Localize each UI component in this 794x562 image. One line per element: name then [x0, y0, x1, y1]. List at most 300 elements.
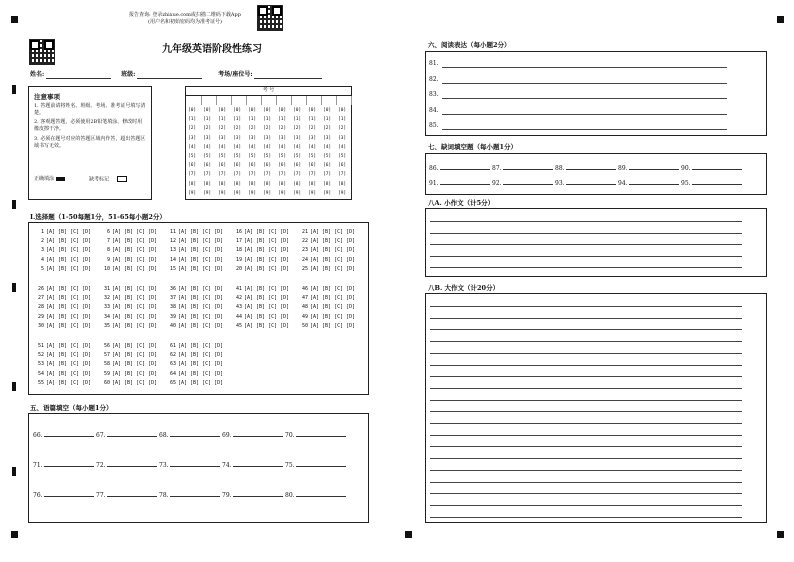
exam-number-bubble[interactable]: [9]	[338, 190, 347, 196]
choice-row[interactable]	[167, 266, 223, 272]
exam-number-bubble[interactable]: [4]	[308, 144, 317, 150]
blank-item[interactable]	[96, 430, 157, 439]
exam-number-bubble[interactable]: [2]	[203, 126, 212, 132]
writing-line[interactable]	[430, 376, 742, 377]
choice-row[interactable]	[167, 229, 223, 235]
writing-line[interactable]	[430, 318, 742, 319]
answer-options[interactable]: [A] [B] [C] [D]	[112, 286, 158, 292]
exam-number-bubble[interactable]: [4]	[218, 144, 227, 150]
exam-number-bubble[interactable]: [7]	[278, 172, 287, 178]
exam-number-bubble[interactable]: [3]	[338, 135, 347, 141]
answer-line[interactable]	[442, 98, 727, 99]
answer-options[interactable]: [A] [B] [C] [D]	[178, 304, 224, 311]
choice-row[interactable]	[35, 257, 91, 263]
choice-row[interactable]	[233, 295, 289, 301]
answer-options[interactable]: [A] [B] [C] [D]	[310, 265, 356, 272]
writing-line[interactable]	[430, 221, 742, 222]
exam-number-bubble[interactable]: [1]	[308, 117, 317, 123]
choice-row[interactable]	[167, 247, 223, 253]
exam-number-bubble[interactable]: [4]	[263, 144, 272, 150]
choice-row[interactable]	[167, 361, 223, 367]
choice-row[interactable]	[167, 380, 223, 386]
blank-line[interactable]	[692, 178, 742, 185]
exam-number-bubble[interactable]: [0]	[278, 108, 287, 113]
exam-number-bubble[interactable]: [2]	[308, 126, 317, 132]
answer-line[interactable]	[442, 67, 727, 68]
answer-options[interactable]: [A] [B] [C] [D]	[178, 361, 224, 368]
exam-number-bubble[interactable]: [6]	[293, 163, 302, 169]
writing-line[interactable]	[430, 341, 742, 342]
exam-number-bubble[interactable]: [4]	[293, 144, 302, 150]
exam-number-write-cell[interactable]	[188, 96, 202, 105]
exam-number-bubble[interactable]: [9]	[263, 190, 272, 196]
exam-number-bubble[interactable]: [4]	[188, 144, 197, 150]
exam-number-bubble[interactable]: [6]	[323, 163, 332, 169]
blank-item[interactable]	[555, 178, 616, 187]
blank-item[interactable]	[222, 460, 283, 469]
exam-number-bubble[interactable]: [3]	[248, 135, 257, 141]
answer-options[interactable]: [A] [B] [C] [D]	[310, 256, 356, 263]
exam-number-write-cell[interactable]	[338, 96, 352, 105]
blank-line[interactable]	[170, 490, 220, 497]
choice-row[interactable]	[233, 247, 289, 253]
answer-options[interactable]: [A] [B] [C] [D]	[310, 304, 356, 311]
exam-number-bubble[interactable]: [8]	[233, 181, 242, 187]
blank-item[interactable]	[285, 460, 346, 469]
choice-row[interactable]	[101, 323, 157, 329]
answer-options[interactable]: [A] [B] [C] [D]	[244, 256, 290, 263]
exam-number-bubble[interactable]: [1]	[263, 117, 272, 123]
exam-number-bubble[interactable]: [0]	[338, 108, 347, 113]
exam-number-bubble[interactable]: [7]	[293, 172, 302, 178]
choice-row[interactable]	[101, 314, 157, 320]
answer-options[interactable]: [A] [B] [C] [D]	[112, 379, 158, 386]
exam-number-bubble[interactable]: [5]	[233, 154, 242, 159]
answer-options[interactable]: [A] [B] [C] [D]	[244, 238, 290, 245]
exam-number-bubble[interactable]: [8]	[293, 181, 302, 187]
choice-row[interactable]	[299, 286, 355, 292]
choice-row[interactable]	[35, 380, 91, 386]
exam-number-bubble[interactable]: [2]	[323, 126, 332, 132]
choice-row[interactable]	[299, 238, 355, 244]
choice-row[interactable]	[167, 238, 223, 244]
answer-options[interactable]: [A] [B] [C] [D]	[46, 313, 92, 320]
exam-number-bubble[interactable]: [0]	[248, 108, 257, 113]
answer-options[interactable]: [A] [B] [C] [D]	[178, 322, 224, 329]
answer-options[interactable]: [A] [B] [C] [D]	[310, 286, 356, 292]
blank-line[interactable]	[44, 430, 94, 437]
exam-number-bubble[interactable]: [6]	[248, 163, 257, 169]
exam-number-bubble[interactable]: [8]	[188, 181, 197, 187]
exam-number-bubble[interactable]: [0]	[203, 108, 212, 113]
exam-number-bubble[interactable]: [3]	[293, 135, 302, 141]
answer-options[interactable]: [A] [B] [C] [D]	[244, 295, 290, 302]
writing-line[interactable]	[430, 446, 742, 447]
exam-number-write-cell[interactable]	[308, 96, 322, 105]
blank-line[interactable]	[170, 460, 220, 467]
choice-row[interactable]	[101, 257, 157, 263]
blank-line[interactable]	[440, 163, 490, 170]
exam-number-write-cell[interactable]	[203, 96, 217, 105]
answer-options[interactable]: [A] [B] [C] [D]	[112, 322, 158, 329]
choice-row[interactable]	[35, 361, 91, 367]
answer-options[interactable]: [A] [B] [C] [D]	[46, 379, 92, 386]
answer-options[interactable]: [A] [B] [C] [D]	[112, 247, 158, 254]
exam-number-write-cell[interactable]	[218, 96, 232, 105]
choice-row[interactable]	[167, 314, 223, 320]
exam-number-bubble[interactable]: [6]	[278, 163, 287, 169]
exam-number-bubble[interactable]: [3]	[323, 135, 332, 141]
exam-number-bubble[interactable]: [7]	[338, 172, 347, 178]
writing-line[interactable]	[430, 256, 742, 257]
blank-line[interactable]	[296, 490, 346, 497]
exam-number-bubble[interactable]: [3]	[233, 135, 242, 141]
exam-number-bubble[interactable]: [2]	[248, 126, 257, 132]
exam-number-bubble[interactable]: [3]	[308, 135, 317, 141]
answer-options[interactable]: [A] [B] [C] [D]	[178, 295, 224, 302]
choice-row[interactable]	[101, 343, 157, 349]
choice-row[interactable]	[101, 286, 157, 292]
blank-line[interactable]	[296, 460, 346, 467]
answer-options[interactable]: [A] [B] [C] [D]	[178, 379, 224, 386]
blank-item[interactable]	[429, 178, 490, 187]
exam-number-bubble[interactable]: [2]	[233, 126, 242, 132]
exam-number-bubble[interactable]: [6]	[218, 163, 227, 169]
exam-number-bubble[interactable]: [8]	[278, 181, 287, 187]
blank-item[interactable]	[159, 460, 220, 469]
answer-options[interactable]: [A] [B] [C] [D]	[46, 256, 92, 263]
exam-number-write-cell[interactable]	[263, 96, 277, 105]
choice-row[interactable]	[101, 247, 157, 253]
blank-line[interactable]	[170, 430, 220, 437]
exam-number-bubble[interactable]: [8]	[203, 181, 212, 187]
seat-field[interactable]	[254, 72, 322, 79]
choice-row[interactable]	[101, 380, 157, 386]
answer-options[interactable]: [A] [B] [C] [D]	[112, 238, 158, 245]
exam-number-bubble[interactable]: [9]	[218, 190, 227, 196]
choice-row[interactable]	[233, 314, 289, 320]
exam-number-bubble[interactable]: [4]	[203, 144, 212, 150]
blank-item[interactable]	[222, 490, 283, 499]
exam-number-bubble[interactable]: [8]	[218, 181, 227, 187]
answer-options[interactable]: [A] [B] [C] [D]	[244, 229, 290, 235]
answer-options[interactable]: [A] [B] [C] [D]	[310, 229, 356, 235]
blank-line[interactable]	[107, 490, 157, 497]
answer-line[interactable]	[442, 129, 727, 130]
exam-number-bubble[interactable]: [9]	[308, 190, 317, 196]
answer-options[interactable]: [A] [B] [C] [D]	[46, 265, 92, 272]
answer-options[interactable]: [A] [B] [C] [D]	[178, 286, 224, 292]
exam-number-bubble[interactable]: [9]	[293, 190, 302, 196]
exam-number-bubble[interactable]: [5]	[248, 154, 257, 159]
exam-number-bubble[interactable]: [1]	[248, 117, 257, 123]
exam-number-bubble[interactable]: [8]	[338, 181, 347, 187]
answer-options[interactable]: [A] [B] [C] [D]	[112, 256, 158, 263]
answer-options[interactable]: [A] [B] [C] [D]	[244, 247, 290, 254]
blank-line[interactable]	[566, 178, 616, 185]
choice-row[interactable]	[233, 229, 289, 235]
exam-number-bubble[interactable]: [6]	[233, 163, 242, 169]
answer-options[interactable]: [A] [B] [C] [D]	[310, 247, 356, 254]
blank-item[interactable]	[681, 178, 742, 187]
exam-number-bubble[interactable]: [8]	[308, 181, 317, 187]
writing-line[interactable]	[430, 306, 742, 307]
choice-row[interactable]	[233, 286, 289, 292]
answer-options[interactable]: [A] [B] [C] [D]	[112, 313, 158, 320]
blank-line[interactable]	[440, 178, 490, 185]
choice-row[interactable]	[233, 238, 289, 244]
answer-options[interactable]: [A] [B] [C] [D]	[112, 265, 158, 272]
exam-number-bubble[interactable]: [2]	[188, 126, 197, 132]
answer-options[interactable]: [A] [B] [C] [D]	[178, 313, 224, 320]
answer-options[interactable]: [A] [B] [C] [D]	[178, 247, 224, 254]
choice-row[interactable]	[35, 371, 91, 377]
exam-number-bubble[interactable]: [0]	[233, 108, 242, 113]
choice-row[interactable]	[101, 238, 157, 244]
blank-item[interactable]	[33, 490, 94, 499]
blank-line[interactable]	[503, 178, 553, 185]
exam-number-bubble[interactable]: [4]	[338, 144, 347, 150]
choice-row[interactable]	[35, 247, 91, 253]
exam-number-bubble[interactable]: [1]	[323, 117, 332, 123]
exam-number-bubble[interactable]: [7]	[233, 172, 242, 178]
exam-number-grid[interactable]	[185, 86, 352, 200]
exam-number-bubble[interactable]: [0]	[218, 108, 227, 113]
choice-row[interactable]	[35, 295, 91, 301]
exam-number-bubble[interactable]: [3]	[188, 135, 197, 141]
blank-item[interactable]	[492, 163, 553, 172]
exam-number-bubble[interactable]: [1]	[338, 117, 347, 123]
class-field[interactable]	[137, 72, 202, 79]
answer-options[interactable]: [A] [B] [C] [D]	[178, 370, 224, 377]
blank-line[interactable]	[692, 163, 742, 170]
choice-row[interactable]	[299, 266, 355, 272]
choice-row[interactable]	[35, 304, 91, 310]
exam-number-write-cell[interactable]	[248, 96, 262, 105]
blank-item[interactable]	[429, 163, 490, 172]
exam-number-bubble[interactable]: [1]	[188, 117, 197, 123]
exam-number-bubble[interactable]: [6]	[188, 163, 197, 169]
blank-item[interactable]	[555, 163, 616, 172]
exam-number-bubble[interactable]: [5]	[263, 154, 272, 159]
writing-line[interactable]	[430, 493, 742, 494]
answer-options[interactable]: [A] [B] [C] [D]	[46, 238, 92, 245]
writing-line[interactable]	[430, 435, 742, 436]
blank-line[interactable]	[44, 490, 94, 497]
blank-item[interactable]	[159, 430, 220, 439]
exam-number-bubble[interactable]: [5]	[278, 154, 287, 159]
choice-row[interactable]	[101, 352, 157, 358]
choice-row[interactable]	[167, 295, 223, 301]
exam-number-bubble[interactable]: [1]	[293, 117, 302, 123]
choice-row[interactable]	[35, 286, 91, 292]
answer-options[interactable]: [A] [B] [C] [D]	[112, 343, 158, 349]
answer-options[interactable]: [A] [B] [C] [D]	[178, 238, 224, 245]
blank-line[interactable]	[233, 460, 283, 467]
choice-row[interactable]	[299, 295, 355, 301]
writing-line[interactable]	[430, 244, 742, 245]
answer-options[interactable]: [A] [B] [C] [D]	[46, 361, 92, 368]
answer-options[interactable]: [A] [B] [C] [D]	[178, 229, 224, 235]
answer-options[interactable]: [A] [B] [C] [D]	[178, 343, 224, 349]
blank-item[interactable]	[222, 430, 283, 439]
exam-number-bubble[interactable]: [9]	[188, 190, 197, 196]
blank-line[interactable]	[503, 163, 553, 170]
choice-row[interactable]	[233, 304, 289, 310]
writing-line[interactable]	[430, 505, 742, 506]
choice-row[interactable]	[101, 229, 157, 235]
writing-line[interactable]	[430, 517, 742, 518]
exam-number-bubble[interactable]: [2]	[293, 126, 302, 132]
exam-number-bubble[interactable]: [9]	[323, 190, 332, 196]
exam-number-write-cell[interactable]	[293, 96, 307, 105]
answer-options[interactable]: [A] [B] [C] [D]	[178, 352, 224, 359]
choice-row[interactable]	[35, 314, 91, 320]
blank-line[interactable]	[629, 178, 679, 185]
exam-number-write-cell[interactable]	[323, 96, 337, 105]
writing-line[interactable]	[430, 329, 742, 330]
choice-row[interactable]	[233, 257, 289, 263]
blank-item[interactable]	[33, 430, 94, 439]
choice-row[interactable]	[299, 229, 355, 235]
choice-row[interactable]	[167, 371, 223, 377]
blank-item[interactable]	[618, 178, 679, 187]
writing-line[interactable]	[430, 365, 742, 366]
choice-row[interactable]	[233, 323, 289, 329]
answer-options[interactable]: [A] [B] [C] [D]	[112, 295, 158, 302]
exam-number-bubble[interactable]: [0]	[323, 108, 332, 113]
writing-line[interactable]	[430, 470, 742, 471]
blank-line[interactable]	[107, 460, 157, 467]
exam-number-bubble[interactable]: [3]	[278, 135, 287, 141]
choice-row[interactable]	[101, 371, 157, 377]
writing-line[interactable]	[430, 267, 742, 268]
answer-options[interactable]: [A] [B] [C] [D]	[178, 256, 224, 263]
choice-row[interactable]	[167, 304, 223, 310]
exam-number-bubble[interactable]: [2]	[278, 126, 287, 132]
exam-number-bubble[interactable]: [4]	[323, 144, 332, 150]
answer-line[interactable]	[442, 114, 727, 115]
answer-options[interactable]: [A] [B] [C] [D]	[310, 322, 356, 329]
exam-number-bubble[interactable]: [0]	[308, 108, 317, 113]
answer-options[interactable]: [A] [B] [C] [D]	[46, 247, 92, 254]
exam-number-bubble[interactable]: [5]	[308, 154, 317, 159]
exam-number-bubble[interactable]: [7]	[323, 172, 332, 178]
writing-line[interactable]	[430, 482, 742, 483]
answer-options[interactable]: [A] [B] [C] [D]	[112, 229, 158, 235]
answer-options[interactable]: [A] [B] [C] [D]	[244, 286, 290, 292]
choice-row[interactable]	[35, 352, 91, 358]
exam-number-bubble[interactable]: [5]	[323, 154, 332, 159]
exam-number-bubble[interactable]: [9]	[248, 190, 257, 196]
blank-line[interactable]	[566, 163, 616, 170]
exam-number-bubble[interactable]: [8]	[323, 181, 332, 187]
writing-line[interactable]	[430, 400, 742, 401]
choice-row[interactable]	[299, 247, 355, 253]
exam-number-bubble[interactable]: [3]	[218, 135, 227, 141]
answer-options[interactable]: [A] [B] [C] [D]	[310, 238, 356, 245]
answer-options[interactable]: [A] [B] [C] [D]	[46, 352, 92, 359]
answer-options[interactable]: [A] [B] [C] [D]	[46, 304, 92, 311]
choice-row[interactable]	[167, 323, 223, 329]
answer-options[interactable]: [A] [B] [C] [D]	[244, 313, 290, 320]
exam-number-write-cell[interactable]	[233, 96, 247, 105]
exam-number-bubble[interactable]: [0]	[188, 108, 197, 113]
name-field[interactable]	[46, 72, 111, 79]
exam-number-bubble[interactable]: [0]	[293, 108, 302, 113]
writing-line[interactable]	[430, 411, 742, 412]
exam-number-bubble[interactable]: [8]	[248, 181, 257, 187]
exam-number-bubble[interactable]: [1]	[203, 117, 212, 123]
answer-options[interactable]: [A] [B] [C] [D]	[112, 304, 158, 311]
blank-line[interactable]	[629, 163, 679, 170]
choice-row[interactable]	[167, 343, 223, 349]
writing-line[interactable]	[430, 233, 742, 234]
exam-number-bubble[interactable]: [7]	[308, 172, 317, 178]
blank-item[interactable]	[96, 490, 157, 499]
choice-row[interactable]	[167, 286, 223, 292]
blank-item[interactable]	[492, 178, 553, 187]
exam-number-bubble[interactable]: [8]	[263, 181, 272, 187]
answer-options[interactable]: [A] [B] [C] [D]	[310, 295, 356, 302]
choice-row[interactable]	[299, 304, 355, 310]
choice-row[interactable]	[101, 361, 157, 367]
exam-number-bubble[interactable]: [9]	[203, 190, 212, 196]
writing-line[interactable]	[430, 458, 742, 459]
exam-number-write-cell[interactable]	[278, 96, 292, 105]
exam-number-bubble[interactable]: [4]	[278, 144, 287, 150]
answer-options[interactable]: [A] [B] [C] [D]	[244, 265, 290, 272]
exam-number-bubble[interactable]: [6]	[263, 163, 272, 169]
exam-number-bubble[interactable]: [5]	[218, 154, 227, 159]
blank-line[interactable]	[233, 490, 283, 497]
exam-number-bubble[interactable]: [3]	[203, 135, 212, 141]
answer-options[interactable]: [A] [B] [C] [D]	[178, 265, 224, 272]
exam-number-bubble[interactable]: [5]	[293, 154, 302, 159]
exam-number-bubble[interactable]: [5]	[188, 154, 197, 159]
blank-item[interactable]	[618, 163, 679, 172]
choice-row[interactable]	[101, 295, 157, 301]
exam-number-bubble[interactable]: [6]	[338, 163, 347, 169]
answer-options[interactable]: [A] [B] [C] [D]	[112, 361, 158, 368]
blank-line[interactable]	[233, 430, 283, 437]
exam-number-bubble[interactable]: [7]	[188, 172, 197, 178]
answer-options[interactable]: [A] [B] [C] [D]	[46, 370, 92, 377]
answer-options[interactable]: [A] [B] [C] [D]	[112, 370, 158, 377]
blank-item[interactable]	[33, 460, 94, 469]
exam-number-bubble[interactable]: [4]	[233, 144, 242, 150]
answer-options[interactable]: [A] [B] [C] [D]	[46, 343, 92, 349]
exam-number-bubble[interactable]: [1]	[233, 117, 242, 123]
exam-number-bubble[interactable]: [7]	[203, 172, 212, 178]
choice-row[interactable]	[167, 257, 223, 263]
blank-item[interactable]	[159, 490, 220, 499]
exam-number-bubble[interactable]: [9]	[278, 190, 287, 196]
exam-number-bubble[interactable]: [6]	[203, 163, 212, 169]
choice-row[interactable]	[35, 323, 91, 329]
writing-line[interactable]	[430, 423, 742, 424]
blank-item[interactable]	[681, 163, 742, 172]
choice-row[interactable]	[101, 304, 157, 310]
exam-number-bubble[interactable]: [7]	[263, 172, 272, 178]
blank-item[interactable]	[285, 430, 346, 439]
exam-number-bubble[interactable]: [1]	[218, 117, 227, 123]
exam-number-bubble[interactable]: [2]	[263, 126, 272, 132]
answer-options[interactable]: [A] [B] [C] [D]	[46, 286, 92, 292]
exam-number-bubble[interactable]: [2]	[338, 126, 347, 132]
writing-line[interactable]	[430, 353, 742, 354]
answer-options[interactable]: [A] [B] [C] [D]	[244, 322, 290, 329]
